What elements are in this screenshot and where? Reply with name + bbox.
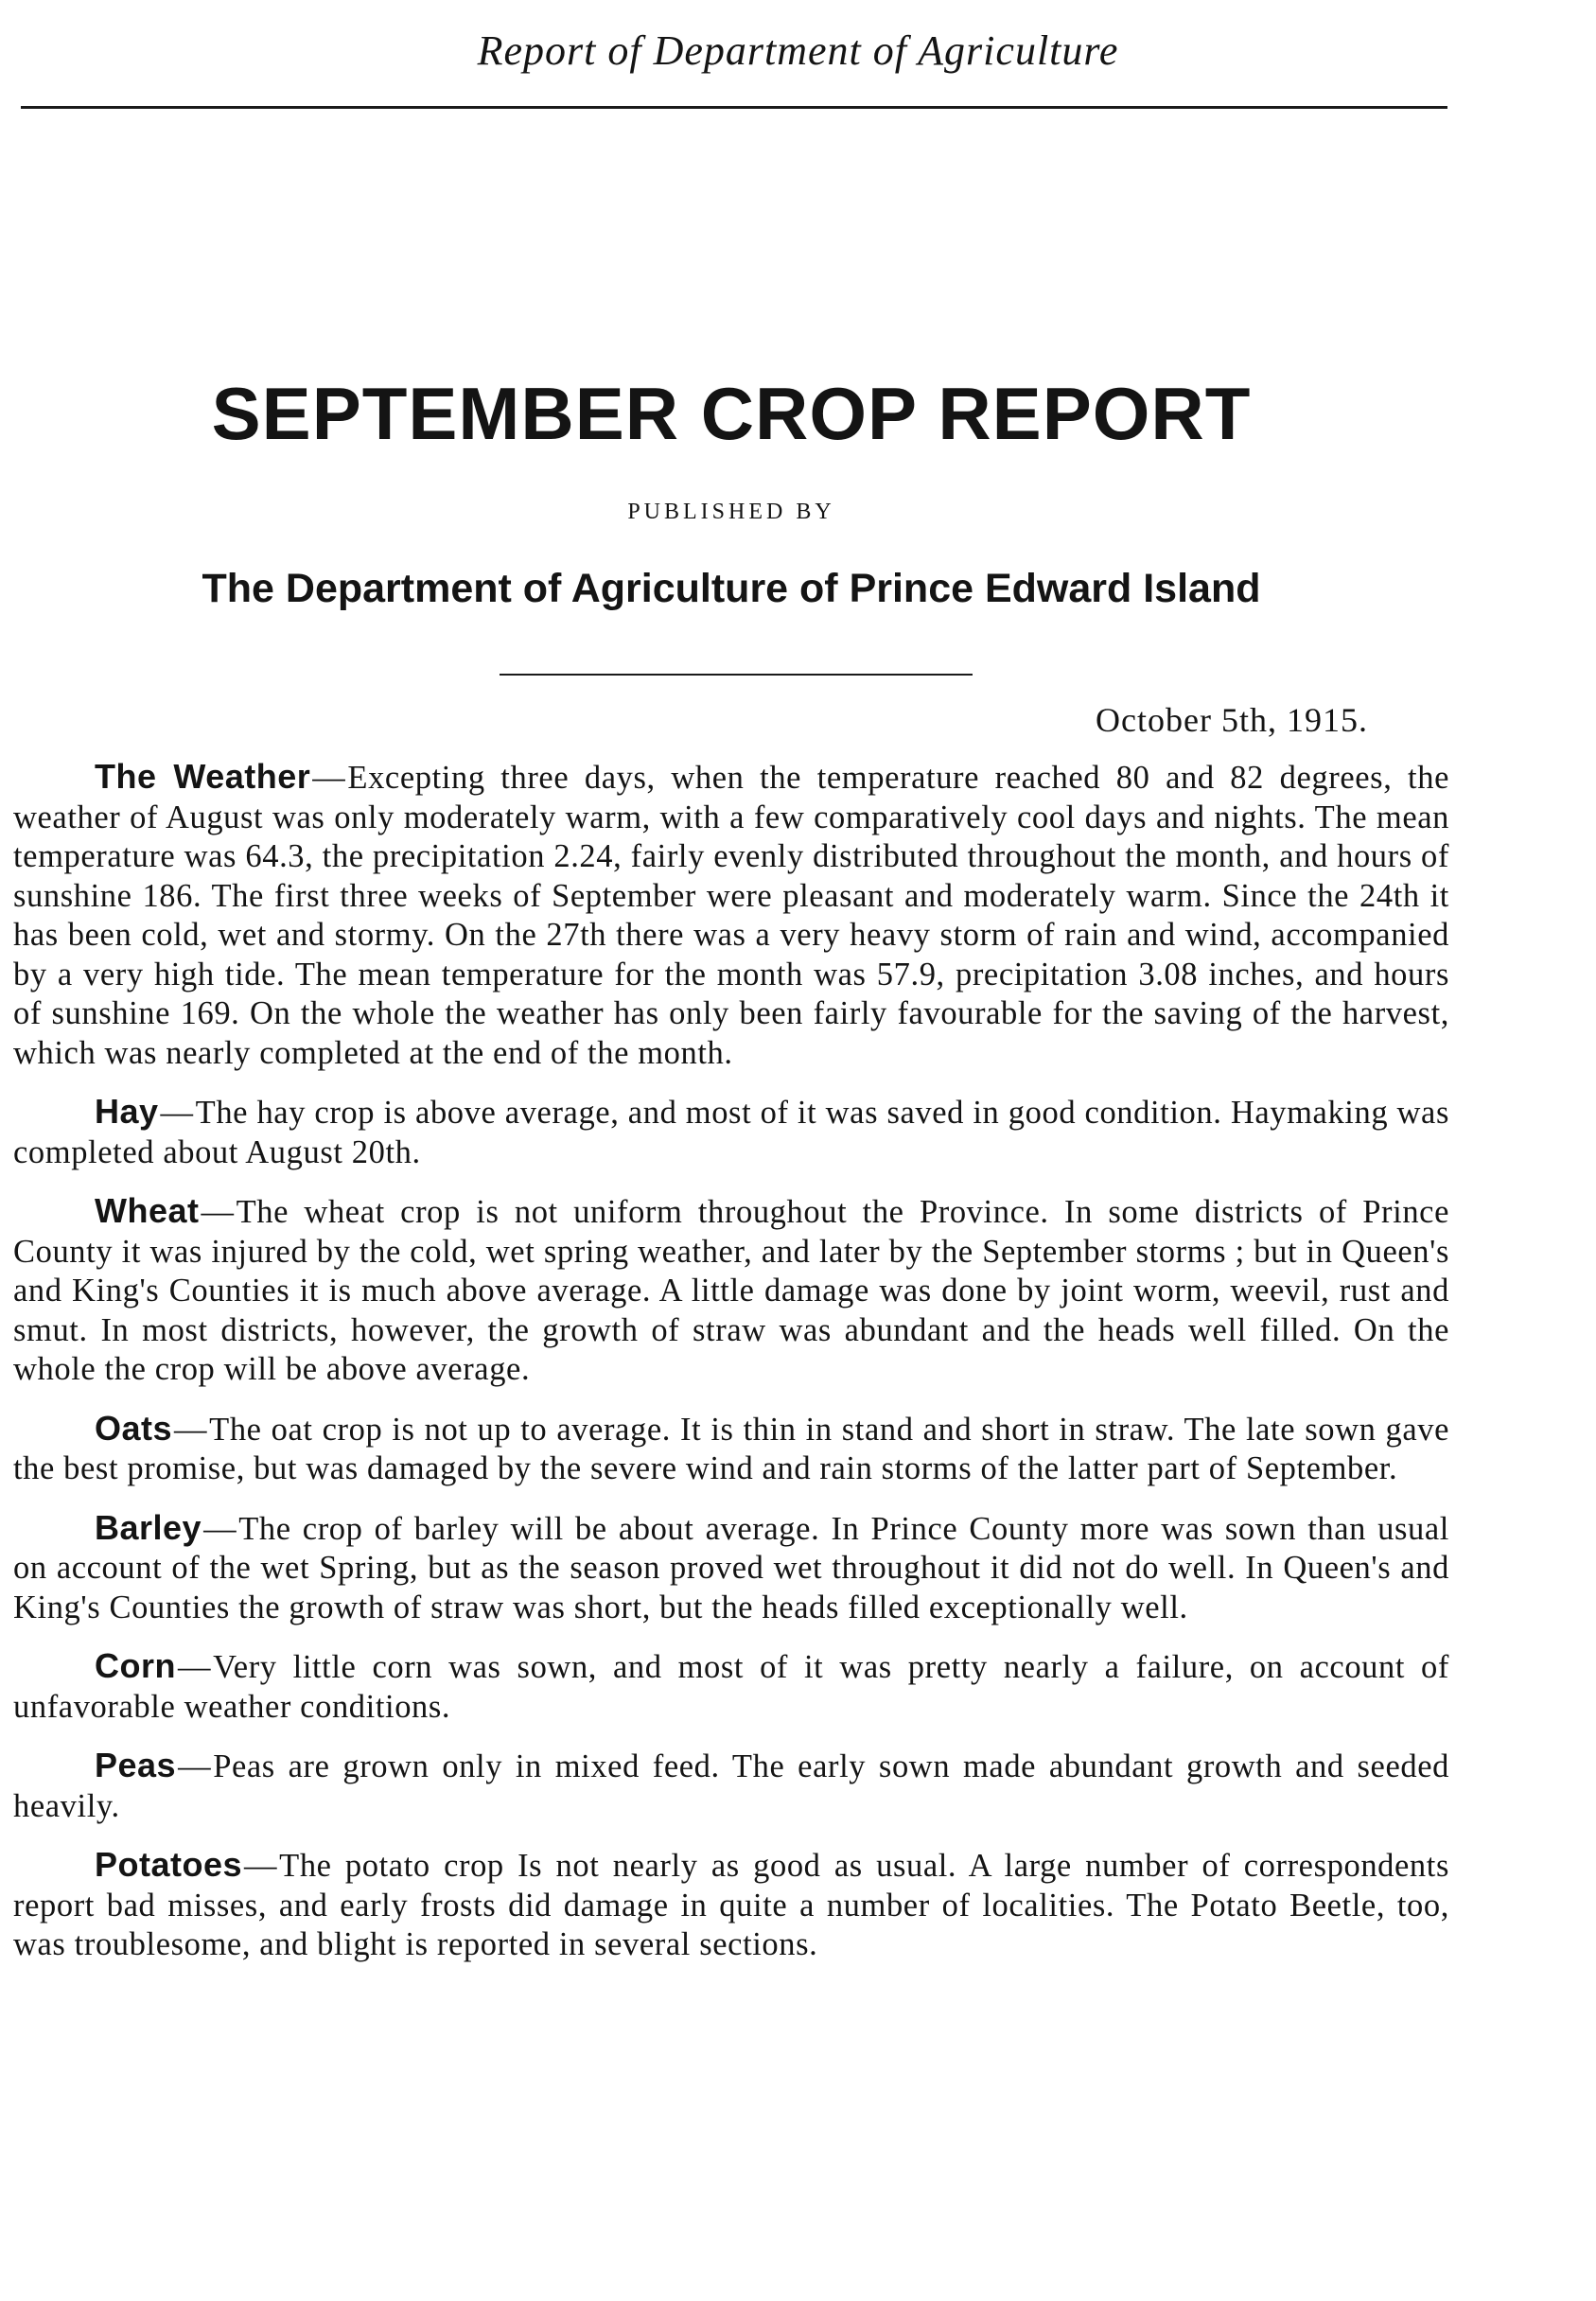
em-dash: — (244, 1848, 278, 1884)
section-potatoes (13, 1845, 1449, 1965)
report-date: October 5th, 1915. (1096, 701, 1368, 739)
section-text: The hay crop is above average, and most of it was saved in good condition. Haymaking was completed about August 20th. (13, 1095, 1449, 1170)
section-barley (13, 1508, 1449, 1628)
em-dash: — (160, 1095, 194, 1131)
em-dash: — (312, 760, 346, 796)
section-text: Excepting three days, when the temperature reached 80 and 82 degrees, the weather of August was only moderately warm, with a few comparatively cool days and nights. The mean temperature was 64.3, the precipitation 2.24, fairly evenly distributed throughout the month, and hours of sunshine 186. The first three weeks of September were pleasant and moderately warm. Since the 24th it has been cold, wet and stormy. On the 27th there was a very heavy storm of rain and wind, accompanied by a very high tide. The mean temperature for the month was 57.9, precipitation 3.08 inches, and hours of sunshine 169. On the whole the weather has only been fairly favourable for the saving of the harvest, which was nearly completed at the end of the month. (13, 760, 1449, 1071)
section-text: The oat crop is not up to average. It is thin in stand and short in straw. The late sown gave the best promise, but was damaged by the severe wind and rain storms of the latter part of September. (13, 1411, 1449, 1486)
section-heading: Potatoes (95, 1845, 243, 1884)
section-heading: Wheat (95, 1191, 200, 1230)
section-heading: Hay (95, 1092, 159, 1131)
published-by-label: PUBLISHED BY (627, 500, 835, 524)
publisher-name: The Department of Agriculture of Prince Edward Island (202, 566, 1261, 611)
section-oats (13, 1409, 1449, 1489)
em-dash: — (178, 1748, 212, 1784)
em-dash: — (174, 1411, 208, 1448)
section-text: Peas are grown only in mixed feed. The early sown made abundant growth and seeded heavily. (13, 1748, 1449, 1824)
section-text: The potato crop Is not nearly as good as usual. A large number of correspondents report bad misses, and early frosts did damage in quite a number of localities. The Potato Beetle, too, was troublesome, and blight is reported in several sections. (13, 1848, 1449, 1962)
section-peas (13, 1746, 1449, 1826)
section-text: The wheat crop is not uniform throughout the Province. In some districts of Prince County it was injured by the cold, wet spring weather, and later by the September storms ; but in Queen's and King's Counties it is much above average. A little damage was done by joint worm, weevil, rust and smut. In most districts, however, the growth of straw was abundant and the heads well filled. On the whole the crop will be above average. (13, 1194, 1449, 1387)
em-dash: — (203, 1510, 237, 1547)
header-divider (21, 106, 1447, 109)
section-wheat (13, 1191, 1449, 1390)
section-heading: Barley (95, 1507, 202, 1547)
section-hay (13, 1092, 1449, 1172)
title-divider (500, 674, 973, 676)
section-heading: Oats (95, 1408, 173, 1448)
section-heading: The Weather (95, 757, 311, 796)
section-heading: Peas (95, 1746, 177, 1784)
section-heading: Corn (95, 1646, 176, 1685)
section-weather (13, 757, 1449, 1073)
section-text: Very little corn was sown, and most of it was pretty nearly a failure, on account of unfavorable weather conditions. (13, 1649, 1449, 1725)
page-title: SEPTEMBER CROP REPORT (211, 372, 1252, 455)
em-dash: — (201, 1194, 235, 1230)
running-head: Report of Department of Agriculture (477, 27, 1119, 74)
report-body (13, 757, 1449, 1984)
section-text: The crop of barley will be about average. In Prince County more was sown than usual on account of the wet Spring, but as the season proved wet throughout it did not do well. In Queen's and King's Counties the growth of straw was short, but the heads filled exceptionally well. (13, 1510, 1449, 1625)
section-corn (13, 1646, 1449, 1727)
em-dash: — (178, 1649, 212, 1685)
